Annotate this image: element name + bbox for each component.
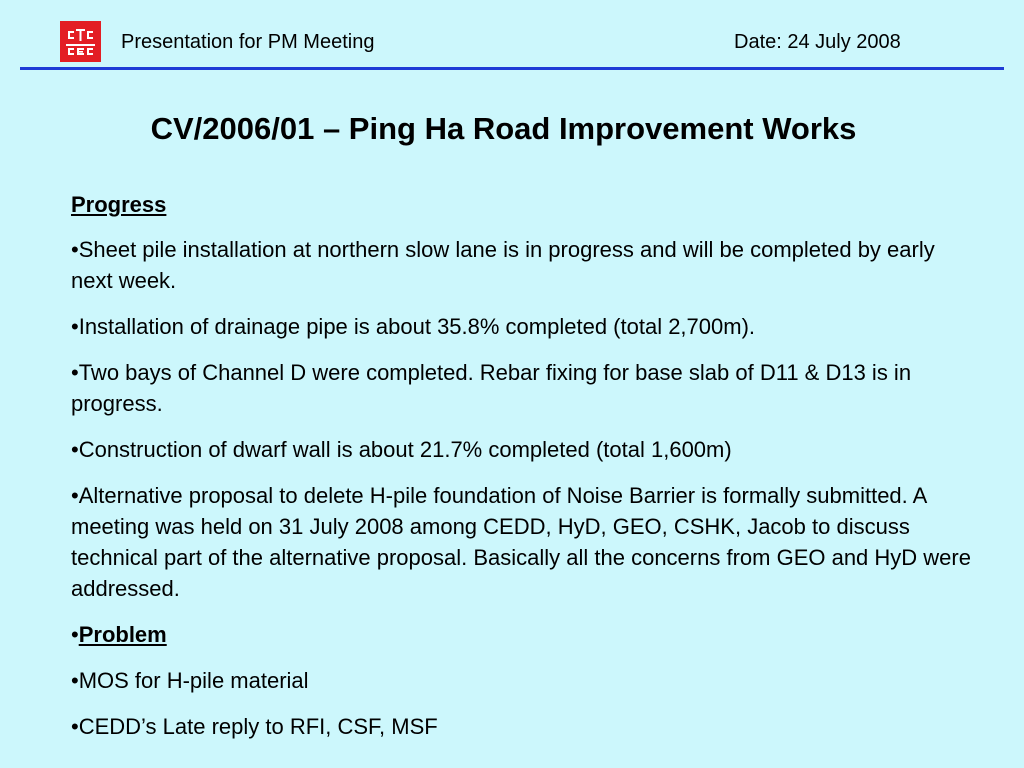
bullet: •	[71, 360, 79, 385]
bullet: •	[71, 437, 79, 462]
bullet: •	[71, 714, 79, 739]
problem-section-heading	[71, 619, 976, 650]
progress-item	[71, 357, 976, 419]
progress-heading: Progress	[71, 192, 167, 217]
problem-item-text: MOS for H-pile material	[78, 668, 309, 693]
bullet: •	[71, 483, 79, 508]
company-logo	[60, 21, 101, 62]
bullet: •	[71, 314, 79, 339]
bullet: •	[71, 237, 79, 262]
progress-item	[71, 311, 976, 342]
problem-item	[71, 665, 976, 696]
presentation-date: Date: 24 July 2008	[734, 31, 901, 53]
slide-body	[71, 189, 976, 757]
progress-section-heading	[71, 189, 976, 220]
slide-header	[0, 0, 1024, 72]
header-divider	[20, 67, 1004, 70]
bullet: •	[71, 668, 79, 693]
presentation-title: Presentation for PM Meeting	[121, 31, 375, 53]
problem-item-text: CEDD’s Late reply to RFI, CSF, MSF	[78, 714, 438, 739]
progress-item-text: Alternative proposal to delete H-pile foundation of Noise Barrier is formally submitted. A meeting was held on 31 July 2008 among CEDD, HyD, GEO, CSHK, Jacob to discuss technical part of the alternative proposal. Basically all the concerns from GEO and HyD were addressed.	[71, 483, 971, 601]
progress-item-text: Sheet pile installation at northern slow lane is in progress and will be completed by early next week.	[71, 237, 935, 293]
progress-item	[71, 434, 976, 465]
progress-item-text: Construction of dwarf wall is about 21.7% completed (total 1,600m)	[78, 437, 732, 462]
progress-item	[71, 234, 976, 296]
problem-item	[71, 711, 976, 742]
bullet: •	[71, 622, 79, 647]
progress-item	[71, 480, 976, 604]
slide-title: CV/2006/01 – Ping Ha Road Improvement Works	[150, 111, 857, 146]
problem-heading: Problem	[78, 622, 167, 647]
progress-item-text: Two bays of Channel D were completed. Rebar fixing for base slab of D11 & D13 is in progress.	[71, 360, 912, 416]
logo-mark	[60, 21, 101, 62]
progress-item-text: Installation of drainage pipe is about 35.8% completed (total 2,700m).	[78, 314, 756, 339]
